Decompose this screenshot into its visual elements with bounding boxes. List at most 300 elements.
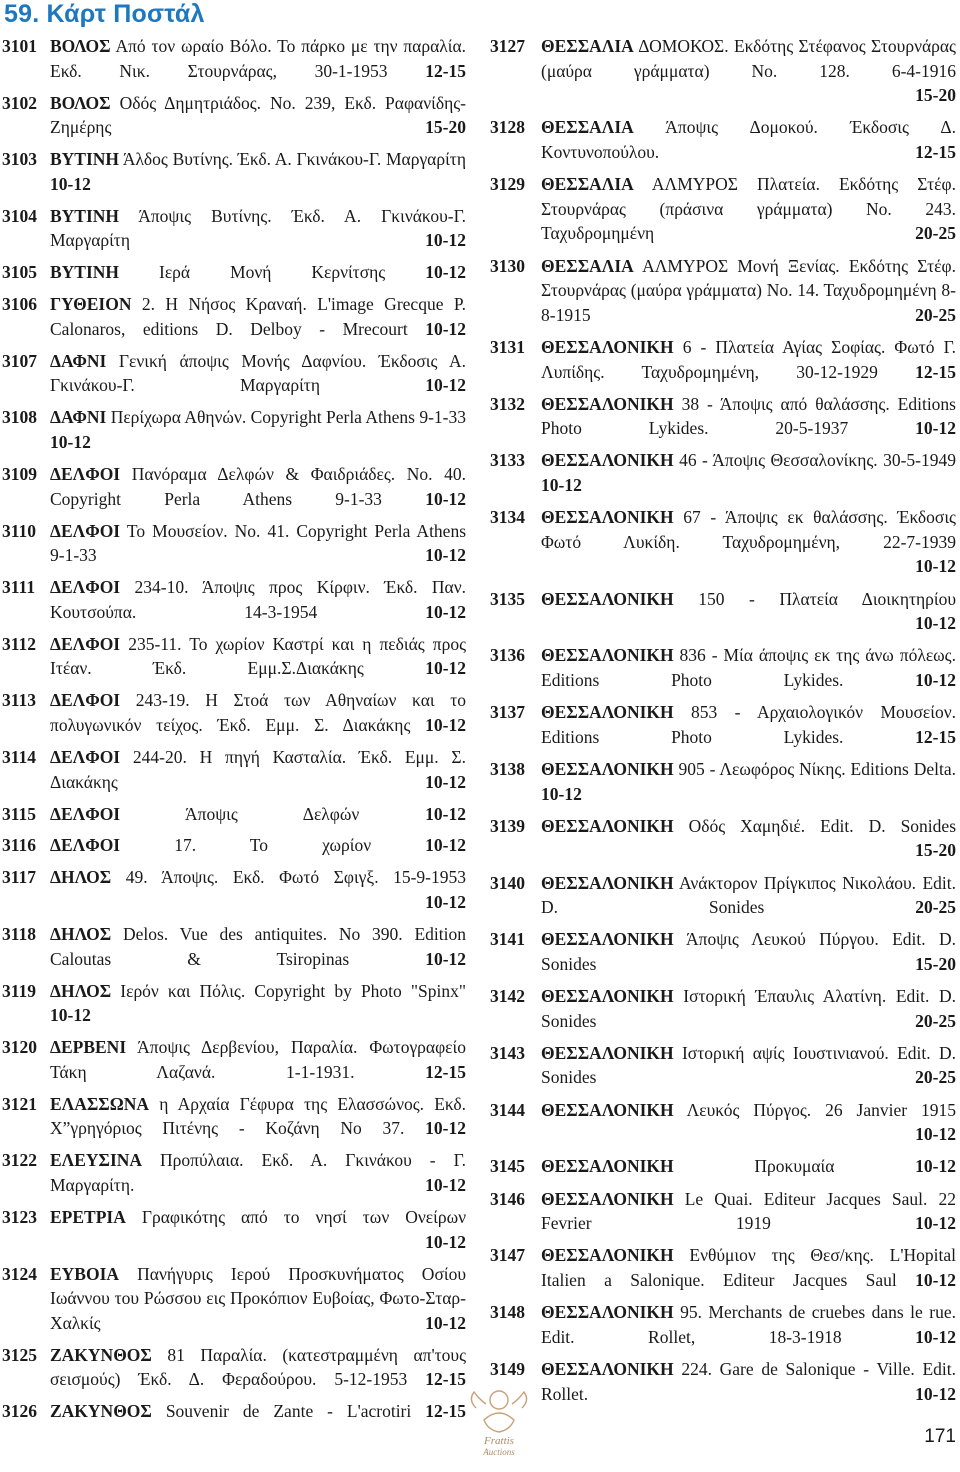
lot-price: 10-12 [915, 1213, 956, 1234]
lot-description [50, 292, 466, 341]
lot-price-line [541, 838, 956, 863]
lot-number: 3107 [2, 350, 37, 371]
lot-text: Από τον ωραίο Βόλο. Το πάρκο με την παραλία. Εκδ. Νικ. Στουρνάρας, 30-1-1953 [50, 36, 466, 81]
lot-price: 10-12 [915, 418, 956, 439]
lot-price: 10-12 [425, 771, 466, 792]
catalog-entry [2, 979, 466, 1028]
lot-number: 3119 [2, 980, 37, 1001]
lot-price: 10-12 [915, 1270, 956, 1290]
lot-price: 10-12 [425, 318, 467, 339]
lot-price: 10-12 [425, 892, 466, 913]
lot-number: 3121 [2, 1093, 37, 1114]
lot-price: 10-12 [425, 375, 467, 396]
lot-price: 10-12 [50, 173, 91, 194]
lot-text: 46 - Άποψις Θεσσαλονίκης. 30-5-1949 [679, 450, 956, 471]
lot-description [50, 1343, 466, 1392]
lot-place: ΘΕΣΣΑΛΟΝΙΚΗ [541, 588, 674, 609]
lot-description [50, 1092, 466, 1141]
lot-number: 3112 [2, 633, 37, 654]
logo-line2: Auctions [483, 1447, 515, 1457]
lot-place: ΘΕΣΣΑΛΙΑ [541, 255, 634, 276]
lot-place: ΘΕΣΣΑΛΟΝΙΚΗ [541, 1302, 674, 1323]
lot-price: 15-20 [915, 953, 956, 974]
lot-number: 3138 [490, 758, 525, 779]
lot-text: Le Quai. Editeur Jacques Saul. 22 Fevrier 1919 [541, 1188, 956, 1234]
lot-place: ΒΟΛΟΣ [50, 92, 111, 113]
lot-place: ΘΕΣΣΑΛΟΝΙΚΗ [541, 1245, 674, 1266]
lot-price: 10-12 [425, 1118, 466, 1139]
catalog-entry [490, 335, 956, 384]
lot-text: Ιστορική Έπαυλις Αλατίνη. Edit. D. Sonides [541, 986, 957, 1031]
lot-text: 905 - Λεωφόρος Νίκης. Editions Delta. [678, 758, 956, 779]
lot-description [541, 505, 956, 579]
lot-number: 3144 [490, 1099, 525, 1120]
lot-number: 3126 [2, 1401, 37, 1422]
lot-text: Άλδος Βυτίνης. Έκδ. Α. Γκινάκου-Γ. Μαργαρίτη [122, 149, 466, 170]
lot-price: 12-15 [915, 361, 956, 382]
lot-price: 10-12 [425, 948, 467, 969]
lot-number: 3120 [2, 1037, 37, 1058]
lot-text: 244-20. Η πηγή Κασταλία. Έκδ. Εμμ. Σ. Διακάκης [50, 746, 466, 792]
lot-number: 3142 [490, 986, 525, 1007]
lot-place: ΘΕΣΣΑΛΟΝΙΚΗ [541, 758, 674, 779]
lot-number: 3123 [2, 1206, 37, 1227]
lot-number: 3114 [2, 746, 37, 767]
lot-description [50, 922, 466, 971]
lot-text: 49. Άποψις. Εκδ. Φωτό Σφιγξ. 15-9-1953 [125, 867, 466, 888]
lot-place: ΔΕΛΦΟΙ [50, 690, 121, 711]
lot-price: 10-12 [915, 1383, 956, 1404]
lot-description [50, 204, 466, 253]
lot-text: 224. Gare de Salonique - Ville. Edit. Rollet. [541, 1358, 957, 1404]
lot-place: ΔΑΦΝΙ [50, 407, 107, 428]
lot-description [541, 700, 956, 749]
lot-number: 3106 [2, 294, 37, 315]
lot-description [541, 1187, 956, 1236]
lot-description [541, 1300, 956, 1349]
lot-number: 3104 [2, 205, 37, 226]
lot-price: 20-25 [915, 1067, 956, 1088]
lot-text: Πανήγυρις Ιερού Προσκυνήματος Οσίου Ιωάννου του Ρώσσου εις Προκόπιον Ευβοίας, Φωτο-Σταρ-Χαλκίς [50, 1263, 466, 1333]
lot-price: 10-12 [915, 670, 956, 690]
catalog-entry [2, 688, 466, 737]
lot-price: 10-12 [915, 1326, 956, 1347]
catalog-entry [2, 1092, 466, 1141]
lot-description [50, 519, 466, 568]
lot-place: ΘΕΣΣΑΛΟΝΙΚΗ [541, 645, 674, 666]
lot-place: ΕΛΕΥΣΙΝΑ [50, 1150, 143, 1171]
lot-price: 10-12 [425, 545, 466, 566]
lot-text: 81 Παραλία. (κατεστραμμένη απ'τους σεισμούς) Έκδ. Δ. Φεραδούρου. 5-12-1953 [50, 1344, 466, 1390]
lot-price: 10-12 [541, 475, 582, 496]
catalog-entry [490, 1243, 956, 1292]
catalog-entry [490, 254, 956, 328]
catalog-entry [490, 1187, 956, 1236]
lot-description [541, 1154, 956, 1179]
lot-place: ΘΕΣΣΑΛΟΝΙΚΗ [541, 1358, 674, 1379]
lot-description [541, 254, 956, 328]
lot-text: Προκυμαία [754, 1156, 835, 1177]
catalog-entry [2, 147, 466, 196]
lot-number: 3147 [490, 1245, 525, 1266]
lot-number: 3133 [490, 450, 525, 471]
catalog-entry [490, 1041, 956, 1090]
catalog-entry [490, 34, 956, 108]
lot-number: 3137 [490, 702, 525, 723]
lot-place: ΖΑΚΥΝΘΟΣ [50, 1344, 152, 1365]
page-number: 171 [924, 1426, 956, 1447]
catalog-entry [490, 392, 956, 441]
logo-wing-left [471, 1392, 486, 1408]
catalog-entry [490, 172, 956, 246]
lot-place: ΘΕΣΣΑΛΟΝΙΚΗ [541, 507, 674, 528]
lot-number: 3135 [490, 588, 525, 609]
lot-price: 10-12 [425, 835, 466, 856]
lot-place: ΒΥΤΙΝΗ [50, 149, 120, 170]
lot-place: ΔΕΛΦΟΙ [50, 577, 121, 598]
lot-number: 3108 [2, 407, 37, 428]
lot-description [50, 34, 466, 83]
catalog-entry [2, 34, 466, 83]
logo-wing-right [512, 1392, 527, 1408]
lot-number: 3125 [2, 1344, 37, 1365]
lot-price: 20-25 [915, 304, 956, 325]
lot-place: ΘΕΣΣΑΛΟΝΙΚΗ [541, 1099, 674, 1120]
lot-text: 95. Merchants de cruebes dans le rue. Edit. Rollet, 18-3-1918 [541, 1302, 957, 1347]
catalog-entry [490, 643, 956, 692]
catalog-entry [490, 505, 956, 579]
lot-description [541, 115, 956, 164]
catalog-entry [2, 1399, 466, 1424]
catalog-entry [2, 1148, 466, 1197]
lot-place: ΘΕΣΣΑΛΟΝΙΚΗ [541, 393, 674, 414]
catalog-entry [2, 575, 466, 624]
lot-number: 3145 [490, 1156, 525, 1177]
lot-price: 20-25 [915, 1010, 956, 1031]
lot-text: Άποψις Βυτίνης. Έκδ. Α. Γκινάκου-Γ. Μαργαρίτη [50, 205, 466, 251]
lot-text: Περίχωρα Αθηνών. Copyright Perla Athens 9-1-33 [110, 407, 466, 428]
lot-number: 3110 [2, 520, 37, 541]
lot-price: 15-20 [915, 840, 956, 861]
lot-text: Ενθύμιον της Θεσ/κης. L'Hopital Italien a Salonique. Editeur Jacques Saul [541, 1245, 956, 1290]
catalog-entry [2, 802, 466, 827]
lot-price-line [541, 611, 956, 636]
logo-line1: Frattis [484, 1435, 514, 1447]
lot-text: Άποψις Δομοκού. Έκδοσις Δ. Κοντυνοπούλου. [541, 117, 956, 162]
lot-price: 10-12 [425, 230, 466, 251]
lot-price: 10-12 [425, 803, 466, 824]
lot-text: 243-19. Η Στοά των Αθηναίων και το πολυγωνικόν τείχος. Έκδ. Εμμ. Σ. Διακάκης [50, 690, 466, 735]
lot-description [50, 745, 466, 794]
lot-text: Souvenir de Zante - L'acrotiri [165, 1401, 412, 1422]
lot-description [541, 984, 956, 1033]
lot-description [50, 865, 466, 914]
lot-price: 10-12 [425, 488, 467, 509]
lot-price: 15-20 [425, 117, 466, 138]
lot-price: 10-12 [915, 1124, 956, 1145]
lot-place: ΘΕΣΣΑΛΟΝΙΚΗ [541, 336, 674, 357]
catalog-entry [490, 448, 956, 497]
catalog-entry [490, 814, 956, 863]
catalog-entry [2, 865, 466, 914]
lot-number: 3102 [2, 92, 37, 113]
lot-text: Delos. Vue des antiquites. No 390. Edition Caloutas & Tsiropinas [50, 924, 466, 969]
lot-text: Ιστορική αψίς Ιουστινιανού. Edit. D. Sonides [541, 1042, 956, 1088]
lot-number: 3115 [2, 803, 37, 824]
lot-place: ΘΕΣΣΑΛΟΝΙΚΗ [541, 1188, 674, 1209]
lot-number: 3109 [2, 464, 37, 485]
lot-place: ΘΕΣΣΑΛΟΝΙΚΗ [541, 1156, 674, 1177]
lot-text: Άποψις Δελφών [185, 803, 360, 824]
lot-place: ΒΥΤΙΝΗ [50, 262, 120, 283]
lot-text: Λευκός Πύργος. 26 Janvier 1915 [686, 1099, 956, 1120]
lot-price: 12-15 [915, 726, 956, 747]
lot-price: 10-12 [541, 783, 582, 804]
lot-description [50, 688, 466, 737]
lot-number: 3117 [2, 867, 37, 888]
catalog-entry [2, 745, 466, 794]
lot-price: 15-20 [915, 85, 956, 106]
lot-price: 10-12 [915, 613, 956, 634]
lot-number: 3124 [2, 1263, 37, 1284]
catalog-entry [2, 833, 466, 858]
logo-head-shape [490, 1391, 508, 1409]
lot-text: 150 - Πλατεία Διοικητηρίου [698, 588, 957, 609]
lot-place: ΘΕΣΣΑΛΟΝΙΚΗ [541, 986, 674, 1007]
lot-number: 3139 [490, 815, 525, 836]
catalog-entry [2, 349, 466, 398]
catalog-entry [2, 462, 466, 511]
catalog-entry [2, 1262, 466, 1336]
catalog-entry [490, 984, 956, 1033]
lot-description [50, 979, 466, 1028]
lot-place: ΒΟΛΟΣ [50, 36, 111, 56]
lot-description [541, 392, 956, 441]
lot-description [50, 833, 466, 858]
catalog-entry [490, 700, 956, 749]
lot-number: 3127 [490, 36, 525, 56]
lot-text: Προπύλαια. Εκδ. Α. Γκινάκου - Γ. Μαργαρίτη. [50, 1150, 466, 1195]
lot-text: 38 - Άποψις από θαλάσσης. Editions Photo Lykides. 20-5-1937 [541, 393, 956, 439]
lot-price-line [541, 1122, 956, 1147]
lot-place: ΔΕΛΦΟΙ [50, 835, 121, 856]
lot-price: 10-12 [50, 432, 91, 453]
lot-number: 3132 [490, 393, 525, 414]
lot-description [50, 1035, 466, 1084]
lot-place: ΘΕΣΣΑΛΟΝΙΚΗ [541, 929, 674, 950]
lot-description [50, 802, 466, 827]
lot-price: 12-15 [425, 60, 467, 81]
lot-description [50, 260, 466, 285]
catalog-entry [2, 632, 466, 681]
lot-price: 10-12 [425, 1174, 466, 1195]
lot-number: 3140 [490, 872, 525, 893]
lot-place: ΔΕΛΦΟΙ [50, 633, 121, 654]
catalog-entry [490, 1154, 956, 1179]
lot-number: 3103 [2, 149, 37, 170]
catalog-entry [2, 91, 466, 140]
lot-place: ΔΕΛΦΟΙ [50, 520, 121, 541]
lot-description [50, 147, 466, 196]
lot-text: Ιερά Μονή Κερνίτσης [159, 262, 386, 283]
catalog-entry [2, 292, 466, 341]
catalog-entry [490, 1300, 956, 1349]
catalog-entry [2, 260, 466, 285]
lot-number: 3105 [2, 262, 37, 283]
lot-text: ΔΟΜΟΚΟΣ. Εκδότης Στέφανος Στουρνάρας (μαύρα γράμματα) Νο. 128. 6-4-1916 [541, 36, 956, 81]
lot-price: 10-12 [425, 601, 467, 622]
lot-description [541, 1243, 956, 1292]
lot-number: 3113 [2, 690, 37, 711]
catalog-entry [2, 1343, 466, 1392]
left-column [2, 34, 466, 1431]
lot-price: 10-12 [425, 1231, 466, 1252]
lot-place: ΔΕΛΦΟΙ [50, 464, 121, 485]
lot-text: ΑΛΜΥΡΟΣ Μονή Ξενίας. Εκδότης Στέφ. Στουρνάρας (μαύρα γράμματα) Νο. 14. Ταχυδρομημένη 8-8-1915 [541, 255, 956, 325]
lot-description [541, 927, 956, 976]
lot-description [541, 757, 956, 806]
catalog-entry [2, 519, 466, 568]
lot-price-line [50, 890, 466, 915]
lot-text: 836 - Μία άποψις εκ της άνω πόλεως. Editions Photo Lykides. [541, 645, 956, 690]
lot-text: 235-11. Το χωρίον Καστρί και η πεδιάς προς Ιτέαν. Έκδ. Εμμ.Σ.Διακάκης [50, 633, 466, 679]
lot-number: 3149 [490, 1358, 525, 1379]
lot-text: Άποψις Δερβενίου, Παραλία. Φωτογραφείο Τάκη Λαζανά. 1-1-1931. [50, 1037, 466, 1082]
lot-place: ΒΥΤΙΝΗ [50, 205, 120, 226]
lot-place: ΘΕΣΣΑΛΟΝΙΚΗ [541, 450, 674, 471]
lot-description [50, 1399, 466, 1424]
lot-place: ΕΥΒΟΙΑ [50, 1263, 120, 1284]
lot-description [541, 643, 956, 692]
lot-description [50, 91, 466, 140]
lot-place: ΘΕΣΣΑΛΟΝΙΚΗ [541, 872, 674, 893]
lot-place: ΘΕΣΣΑΛΟΝΙΚΗ [541, 702, 674, 723]
lot-text: Πανόραμα Δελφών & Φαιδριάδες. Νο. 40. Copyright Perla Athens 9-1-33 [50, 464, 467, 509]
lot-text: 2. Η Νήσος Κραναή. L'image Grecque P. Calonaros, editions D. Delboy - Mrecourt [50, 294, 467, 339]
lot-description [541, 587, 956, 636]
lot-description [50, 462, 466, 511]
logo-body-shape [484, 1413, 514, 1432]
catalog-entry [490, 1098, 956, 1147]
lot-price: 10-12 [425, 262, 467, 283]
lot-place: ΔΕΡΒΕΝΙ [50, 1037, 127, 1058]
lot-price: 12-15 [425, 1369, 467, 1390]
lot-text: Το Μουσείον. Νο. 41. Copyright Perla Athens 9-1-33 [50, 520, 467, 566]
lot-text: Οδός Δημητριάδος. Νο. 239, Εκδ. Ραφανίδης-Ζημέρης [50, 92, 467, 138]
lot-place: ΕΡΕΤΡΙΑ [50, 1206, 126, 1227]
lot-number: 3143 [490, 1042, 525, 1063]
lot-price-line [541, 83, 956, 108]
lot-text: Ιερόν και Πόλις. Copyright by Photo "Spinx" [120, 980, 466, 1001]
lot-number: 3148 [490, 1302, 525, 1323]
lot-place: ΘΕΣΣΑΛΙΑ [541, 36, 634, 56]
lot-place: ΘΕΣΣΑΛΟΝΙΚΗ [541, 815, 674, 836]
catalog-entry [490, 587, 956, 636]
lot-text: 234-10. Άποψις προς Κίρφιν. Έκδ. Παν. Κουτσούπα. 14-3-1954 [50, 577, 466, 622]
lot-text: Οδός Χαμηδιέ. Edit. D. Sonides [688, 815, 956, 836]
lot-number: 3130 [490, 255, 525, 276]
lot-number: 3118 [2, 924, 37, 945]
lot-place: ΘΕΣΣΑΛΙΑ [541, 174, 634, 195]
lot-number: 3116 [2, 835, 37, 856]
catalog-entry [490, 927, 956, 976]
lot-text: 17. Το χωρίον [174, 835, 372, 856]
catalog-entry [490, 115, 956, 164]
lot-price: 10-12 [915, 1156, 956, 1177]
lot-number: 3122 [2, 1150, 37, 1171]
lot-place: ΔΕΛΦΟΙ [50, 803, 121, 824]
lot-place: ΔΗΛΟΣ [50, 867, 112, 888]
lot-description [541, 814, 956, 863]
lot-description [541, 1098, 956, 1147]
right-column [490, 34, 956, 1414]
catalog-entry [2, 1205, 466, 1254]
section-title: 59. Κάρτ Ποστάλ [4, 0, 205, 28]
lot-text: 853 - Αρχαιολογικόν Μουσείον. Editions Photo Lykides. [541, 702, 956, 747]
lot-number: 3128 [490, 117, 525, 138]
lot-description [50, 1148, 466, 1197]
auction-house-logo [462, 1378, 536, 1458]
lot-number: 3111 [2, 577, 36, 598]
catalog-entry [490, 757, 956, 806]
lot-description [50, 1205, 466, 1254]
lot-text: 6 - Πλατεία Αγίας Σοφίας. Φωτό Γ. Λυπίδης. Ταχυδρομημένη, 30-12-1929 [541, 336, 956, 382]
lot-description [541, 871, 956, 920]
lot-price: 12-15 [425, 1401, 467, 1422]
lot-place: ΘΕΣΣΑΛΙΑ [541, 117, 634, 138]
lot-price: 12-15 [915, 141, 956, 162]
lot-place: ΓΥΘΕΙΟΝ [50, 294, 132, 315]
lot-description [541, 34, 956, 108]
lot-description [541, 448, 956, 497]
lot-price: 10-12 [425, 714, 466, 735]
lot-price: 20-25 [915, 223, 956, 244]
catalog-entry [2, 405, 466, 454]
lot-place: ΘΕΣΣΑΛΟΝΙΚΗ [541, 1042, 674, 1063]
catalog-entry [490, 1357, 956, 1406]
lot-place: ΖΑΚΥΝΘΟΣ [50, 1401, 152, 1422]
lot-description [50, 349, 466, 398]
lot-price: 10-12 [915, 556, 956, 577]
lot-description [50, 575, 466, 624]
lot-description [541, 172, 956, 246]
lot-place: ΔΑΦΝΙ [50, 350, 107, 371]
lot-description [541, 335, 956, 384]
lot-number: 3146 [490, 1188, 525, 1209]
catalog-entry [2, 1035, 466, 1084]
lot-text: 67 - Άποψις εκ θαλάσσης. Έκδοσις Φωτό Λυκίδη. Ταχυδρομημένη, 22-7-1939 [541, 507, 956, 552]
catalog-entry [2, 922, 466, 971]
lot-price-line [50, 1230, 466, 1255]
lot-price-line [541, 554, 956, 579]
lot-text: Άποψις Λευκού Πύργου. Edit. D. Sonides [541, 929, 956, 974]
lot-price: 10-12 [425, 658, 467, 679]
lot-description [50, 632, 466, 681]
lot-number: 3141 [490, 929, 525, 950]
lot-text: η Αρχαία Γέφυρα της Ελασσώνος. Εκδ. Χ”γρηγόριος Πιτένης - Κοζάνη Νο 37. [50, 1093, 466, 1139]
lot-description [50, 405, 466, 454]
lot-place: ΔΗΛΟΣ [50, 980, 112, 1001]
lot-number: 3101 [2, 36, 37, 56]
lot-description [541, 1041, 956, 1090]
lot-price: 20-25 [915, 897, 957, 918]
lot-number: 3134 [490, 507, 525, 528]
lot-price: 12-15 [425, 1061, 466, 1082]
lot-number: 3131 [490, 336, 525, 357]
lot-price: 10-12 [425, 1312, 466, 1333]
lot-text: Ανάκτορον Πρίγκιπος Νικολάου. Edit. D. Sonides [541, 872, 956, 918]
lot-place: ΔΗΛΟΣ [50, 924, 112, 945]
